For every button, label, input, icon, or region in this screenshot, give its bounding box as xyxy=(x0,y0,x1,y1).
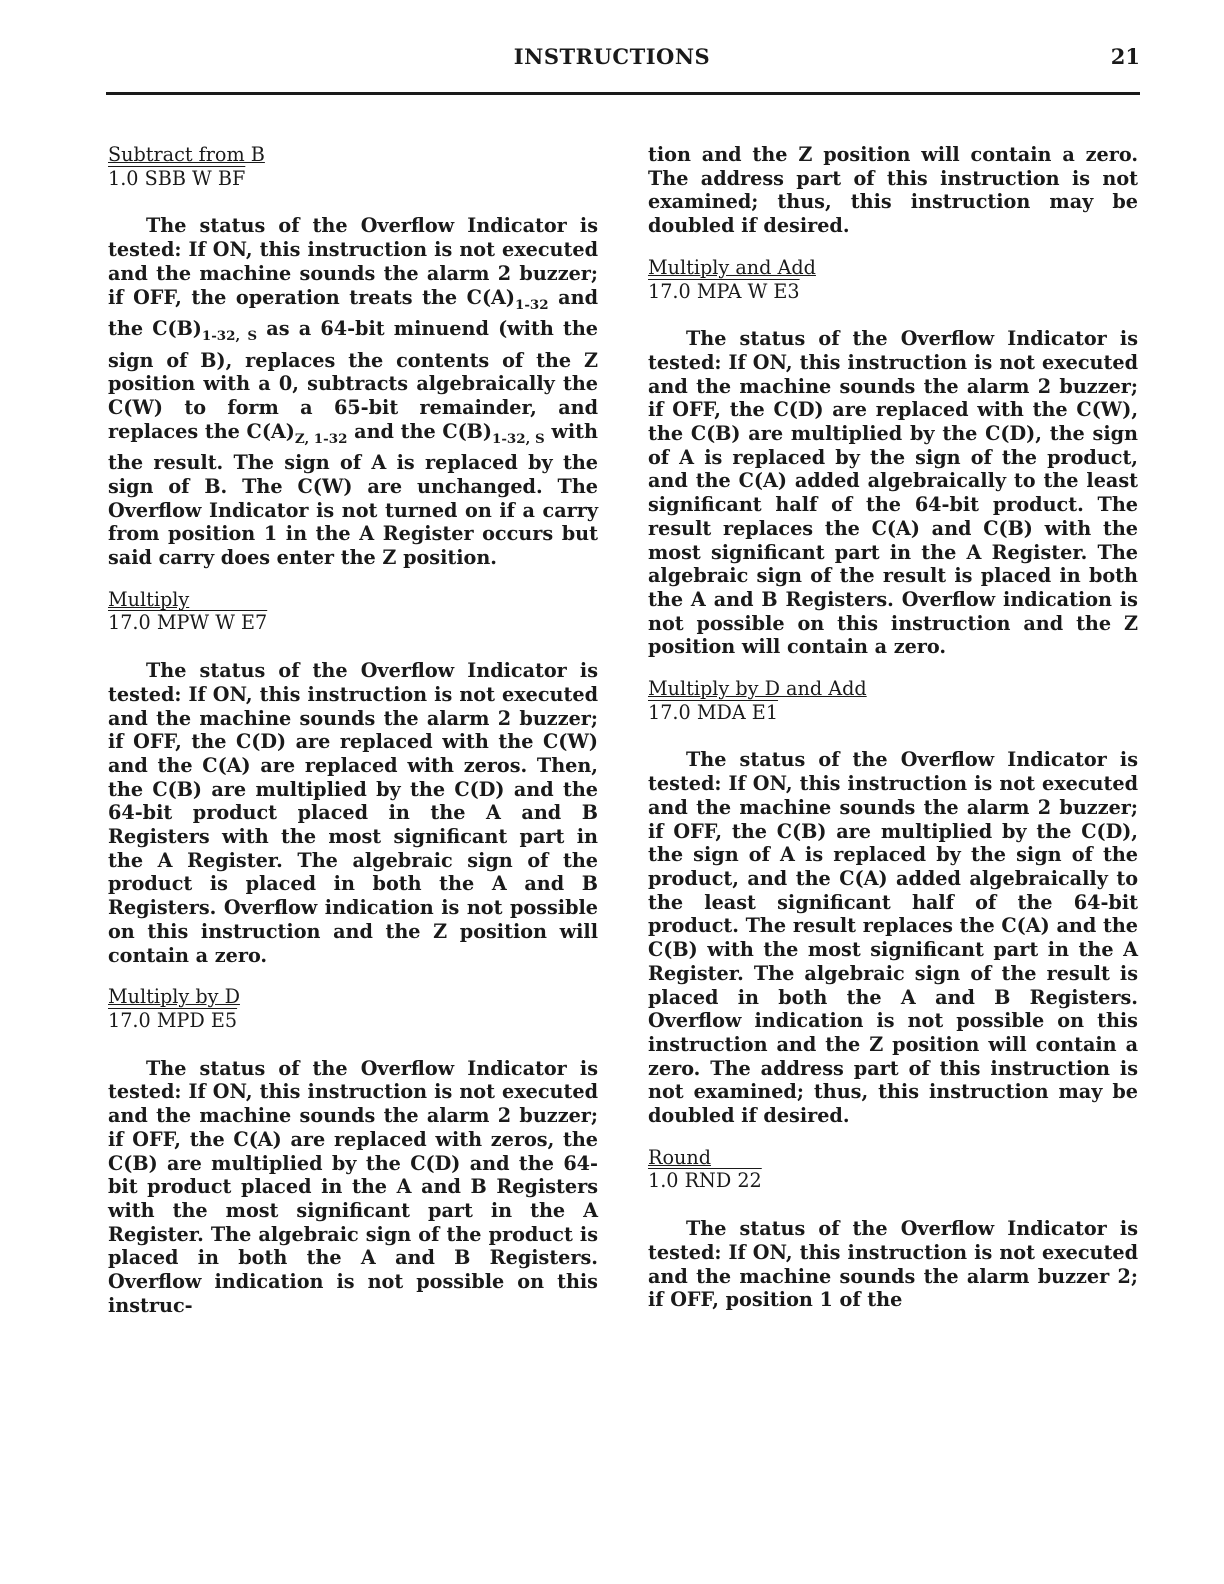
right-column-sections xyxy=(648,256,1138,1312)
instruction-description xyxy=(108,1057,598,1318)
instruction-heading xyxy=(108,143,598,190)
description-text: The status of the Overflow Indicator is tested: If ON, this instruction is not executed and the machine sounds the alarm buzzer 2; if OFF, position 1 of the xyxy=(648,1217,1138,1312)
instruction-code: 17.0 MPW W E7 xyxy=(108,611,268,635)
instruction-code: 1.0 RND 22 xyxy=(648,1169,762,1193)
instruction-title: Multiply by D xyxy=(108,985,240,1009)
left-column xyxy=(108,143,598,1335)
instruction-section xyxy=(108,985,598,1317)
instruction-title: Multiply by D and Add xyxy=(648,677,867,701)
instruction-description xyxy=(108,659,598,967)
register-subscript: 1-32, S xyxy=(491,430,545,447)
continued-paragraph: tion and the Z position will contain a zero. The address part of this instruction is not examined; thus, this instruction may be doubled if desired. xyxy=(648,143,1138,238)
instruction-code: 1.0 SBB W BF xyxy=(108,166,246,190)
description-text: The status of the Overflow Indicator is tested: If ON, this instruction is not executed and the machine sounds the alarm 2 buzzer; if OFF, the operation treats the C(A) xyxy=(108,214,598,309)
right-column xyxy=(648,143,1138,1330)
register-subscript: Z, 1-32 xyxy=(294,430,348,447)
instruction-section xyxy=(108,588,598,968)
description-text: The status of the Overflow Indicator is tested: If ON, this instruction is not executed and the machine sounds the alarm 2 buzzer; if OFF, the C(A) are replaced with zeros, the C(B) are multiplied by the C(D) and the 64-bit product placed in the A and B Registers with the most significant part in the A Register. The algebraic sign of the product is placed in both the A and B Registers. Overflow indication is not possible on this instruc- xyxy=(108,1056,598,1317)
instruction-heading xyxy=(108,588,598,635)
register-subscript: 1-32, S xyxy=(201,327,258,344)
description-text: The status of the Overflow Indicator is tested: If ON, this instruction is not executed and the machine sounds the alarm 2 buzzer; if OFF, the C(D) are replaced with the C(W), the C(B) are multiplied by the C(D), the sign of A is replaced by the sign of the product, and the C(A) added algebraically to the least significant half of the 64-bit product. The result replaces the C(A) and C(B) with the most significant part in the A Register. The algebraic sign of the result is placed in both the A and B Registers. Overflow indication is not possible on this instruction and the Z position will contain a zero. xyxy=(648,327,1138,659)
instruction-section xyxy=(108,143,598,570)
instruction-description xyxy=(108,214,598,569)
instruction-title: Multiply xyxy=(108,587,190,611)
instruction-heading xyxy=(108,985,598,1032)
description-text: The status of the Overflow Indicator is tested: If ON, this instruction is not executed and the machine sounds the alarm 2 buzzer; if OFF, the C(D) are replaced with the C(W) and the C(A) are replaced with zeros. Then, the C(B) are multiplied by the C(D) and the 64-bit product placed in the A and B Registers with the most significant part in the A Register. The algebraic sign of the product is placed in both the A and B Registers. Overflow indication is not possible on this instruction and the Z position will contain a zero. xyxy=(108,659,598,967)
page-number: 21 xyxy=(1110,44,1140,69)
instruction-title: Multiply and Add xyxy=(648,255,816,279)
instruction-heading xyxy=(648,256,1138,303)
instruction-description xyxy=(648,748,1138,1127)
header-rule xyxy=(106,92,1140,95)
instruction-code: 17.0 MPA W E3 xyxy=(648,279,800,303)
instruction-code: 17.0 MPD E5 xyxy=(108,1008,238,1032)
description-text: and the C(B) xyxy=(347,419,492,443)
register-subscript: 1-32 xyxy=(515,296,549,313)
instruction-title: Round xyxy=(648,1145,711,1169)
instruction-section xyxy=(648,677,1138,1128)
description-text: with the result. The sign of A is replaced by the sign of B. The C(W) are unchanged. The Overflow Indicator is not turned on if a carry from position 1 in the A Register occurs but said carry does enter the Z position. xyxy=(108,419,598,570)
instruction-description xyxy=(648,1217,1138,1312)
instruction-heading xyxy=(648,1146,1138,1193)
instruction-description xyxy=(648,327,1138,659)
description-text: and the C(B) xyxy=(108,285,598,341)
instruction-heading xyxy=(648,677,1138,724)
description-text: as a 64-bit minuend (with the sign of B), replaces the contents of the Z position with a 0, subtracts algebraically the C(W) to form a 65-bit remainder, and replaces the C(A) xyxy=(108,317,598,443)
instruction-title: Subtract from B xyxy=(108,143,265,166)
description-text: The status of the Overflow Indicator is tested: If ON, this instruction is not executed and the machine sounds the alarm 2 buzzer; if OFF, the C(B) are multiplied by the C(D), the sign of A is replaced by the sign of the product, and the C(A) added algebraically to the least significant half of the 64-bit product. The result replaces the C(A) and the C(B) with the most significant part in the A Register. The algebraic sign of the result is placed in both the A and B Registers. Overflow indication is not possible on this instruction and the Z position will contain a zero. The address part of this instruction is not examined; thus, this instruction may be doubled if desired. xyxy=(648,748,1138,1128)
instruction-section xyxy=(648,256,1138,659)
instruction-section xyxy=(648,1146,1138,1312)
running-title: INSTRUCTIONS xyxy=(513,44,711,69)
instruction-code: 17.0 MDA E1 xyxy=(648,700,779,724)
